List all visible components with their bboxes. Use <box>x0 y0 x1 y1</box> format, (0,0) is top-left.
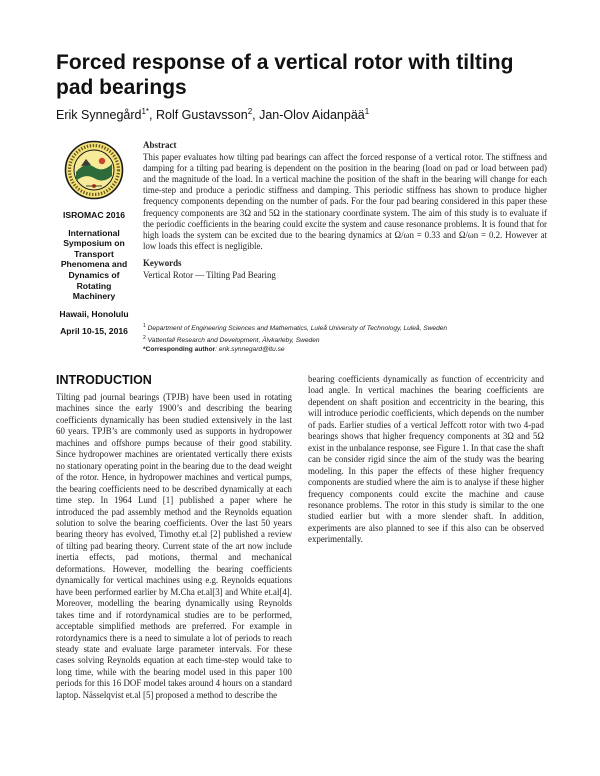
affiliation-line <box>143 334 547 346</box>
affiliation-text: Vattenfall Research and Development, Älvkarleby, Sweden <box>147 336 320 344</box>
author-affiliation-mark: 1* <box>141 107 150 116</box>
body-column-left <box>56 392 292 701</box>
introduction-heading: INTRODUCTION <box>56 373 152 387</box>
paper-title: Forced response of a vertical rotor with tilting pad bearings <box>56 51 514 99</box>
author-list <box>56 107 369 122</box>
author-affiliation-mark: 1 <box>364 107 370 116</box>
author-name: Erik Synnegård <box>56 108 142 123</box>
author-affiliation-mark: 2 <box>247 107 253 116</box>
author-name: Jan-Olov Aidanpää <box>259 108 365 123</box>
corresponding-author-email[interactable]: : erik.synnegard@ltu.se <box>215 346 285 354</box>
conference-sidebar <box>56 140 132 337</box>
conference-name-line: Symposium on <box>63 238 125 249</box>
affiliation-text: Department of Engineering Sciences and Mathematics, Luleå University of Technology, Luleå, Sweden <box>147 325 448 333</box>
keywords-heading: Keywords <box>143 257 182 268</box>
author-separator: , <box>252 108 260 123</box>
abstract-section <box>143 140 547 281</box>
conference-location: Hawaii, Honolulu <box>59 308 129 319</box>
affiliation-line <box>143 322 547 334</box>
affiliation-mark: 2 <box>143 334 146 341</box>
author-separator: , <box>149 108 156 123</box>
conference-name-line: Rotating <box>76 280 112 291</box>
conference-name-line: Phenomena and <box>60 259 128 270</box>
introduction-paragraph: bearing coefficients dynamically as function of eccentricity and load angle. In vertical machines the bearing coefficients are dependent on shaft position and eccentricity in the bearing, this will introduce periodic coefficients, which depends on the number of pads. Earlier studies of a vertical Jeffcott rotor with two 4-pad bearings shows that higher frequency components at 3Ω and 5Ω exist in the unbalance response, see Figure 1. In that case the shaft can be consider rigid since the aim of the study was the bearing modeling. In this paper the effects of these higher frequency components are studied where the aim is to analyse if these higher frequency components could excite the machine and cause resonance problems. The rotor in this study is similar to the one studied earlier but with a more slender shaft. In addition, experiments are also planned to see if this also can be observed experimentally. <box>308 374 544 545</box>
conference-short-name: ISROMAC 2016 <box>62 210 126 220</box>
introduction-paragraph: Tilting pad journal bearings (TPJB) have been used in rotating machines since the early 1900’s and describing the bearing coefficients dynamically has been studied extensively in the last 60 years. TPJB’s are commonly used as supports in hydropower machines and offshore pumps because of their good stability. Since hydropower machines are orientated vertically there exists no stationary operating point in the bearing due to the dead weight of the rotor. Hence, in hydropower machines and vertical pumps, the bearing coefficients need to be described dynamically at each time step. In 1964 Lund [1] published a paper where he introduced the pad assembly method and the Reynolds equation solution to solve the bearing coefficients. Over the last 50 years bearing theory has evolved, Timothy et.al [2] published a review of tilting pad bearing theory. Current state of the art now include inertia effects, pad motions, thermal and mechanical deformations. However, modelling the bearing coefficients dynamically for vertical machines using e.g. Reynolds equations have been performed earlier by M.Cha et.al[3] and White et.al[4]. Moreover, modelling the bearing dynamically using Reynolds takes time and if rotordynamical studies are to be performed, acceptable simplified methods are preferred. For example in rotordynamics there is a need to simulate a lot of periods to reach steady state and evaluate large parameter intervals. For these cases solving Reynolds equation at each time-step would take to long time, while with the bearing model used in this paper 100 periods for this 16 DOF model takes around 4 hours on a standard laptop. Nässelqvist et.al [5] proposed a method to describe the <box>56 392 292 700</box>
corresponding-author-label: *Corresponding author <box>143 346 216 354</box>
abstract-heading: Abstract <box>143 140 177 150</box>
conference-name-line: Machinery <box>72 291 116 302</box>
author-name: Rolf Gustavsson <box>155 108 248 123</box>
keywords-list: Vertical Rotor — Tilting Pad Bearing <box>143 270 276 281</box>
conference-name-line: Dynamics of <box>68 269 120 280</box>
conference-name-line: Transport <box>74 248 114 259</box>
conference-full-name <box>56 228 132 302</box>
body-column-right <box>308 374 544 546</box>
conference-dates: April 10-15, 2016 <box>60 326 128 337</box>
conference-name-line: International <box>68 227 120 238</box>
abstract-body: This paper evaluates how tilting pad bearings can affect the forced response of a vertical rotor. The stiffness and damping for a tilting pad bearing is dependent on the position in the bearing (load on pad or load between pad) and the magnitude of the load. In a vertical machine the position of the shaft in the bearing will change for each time-step and produce a periodic stiffness and damping. This periodic stiffness has shown to produce higher frequency components depending on the number of pads. For the four pad bearing considered in this paper these frequency components are 3Ω and 5Ω in the stationary coordinate system. The aim of this study is to evaluate if the periodic coefficients in the bearing could excite the system and cause resonance problems. It is found that for high loads the system can be excited due to the bearing dynamics at Ω/ωn = 0.33 and Ω/ωn = 0.2. However at low loads this effect is negligible. <box>143 152 547 251</box>
isromac-logo <box>64 140 124 200</box>
affiliation-mark: 1 <box>143 323 146 329</box>
corresponding-author <box>143 345 547 354</box>
affiliations-block <box>143 322 547 355</box>
